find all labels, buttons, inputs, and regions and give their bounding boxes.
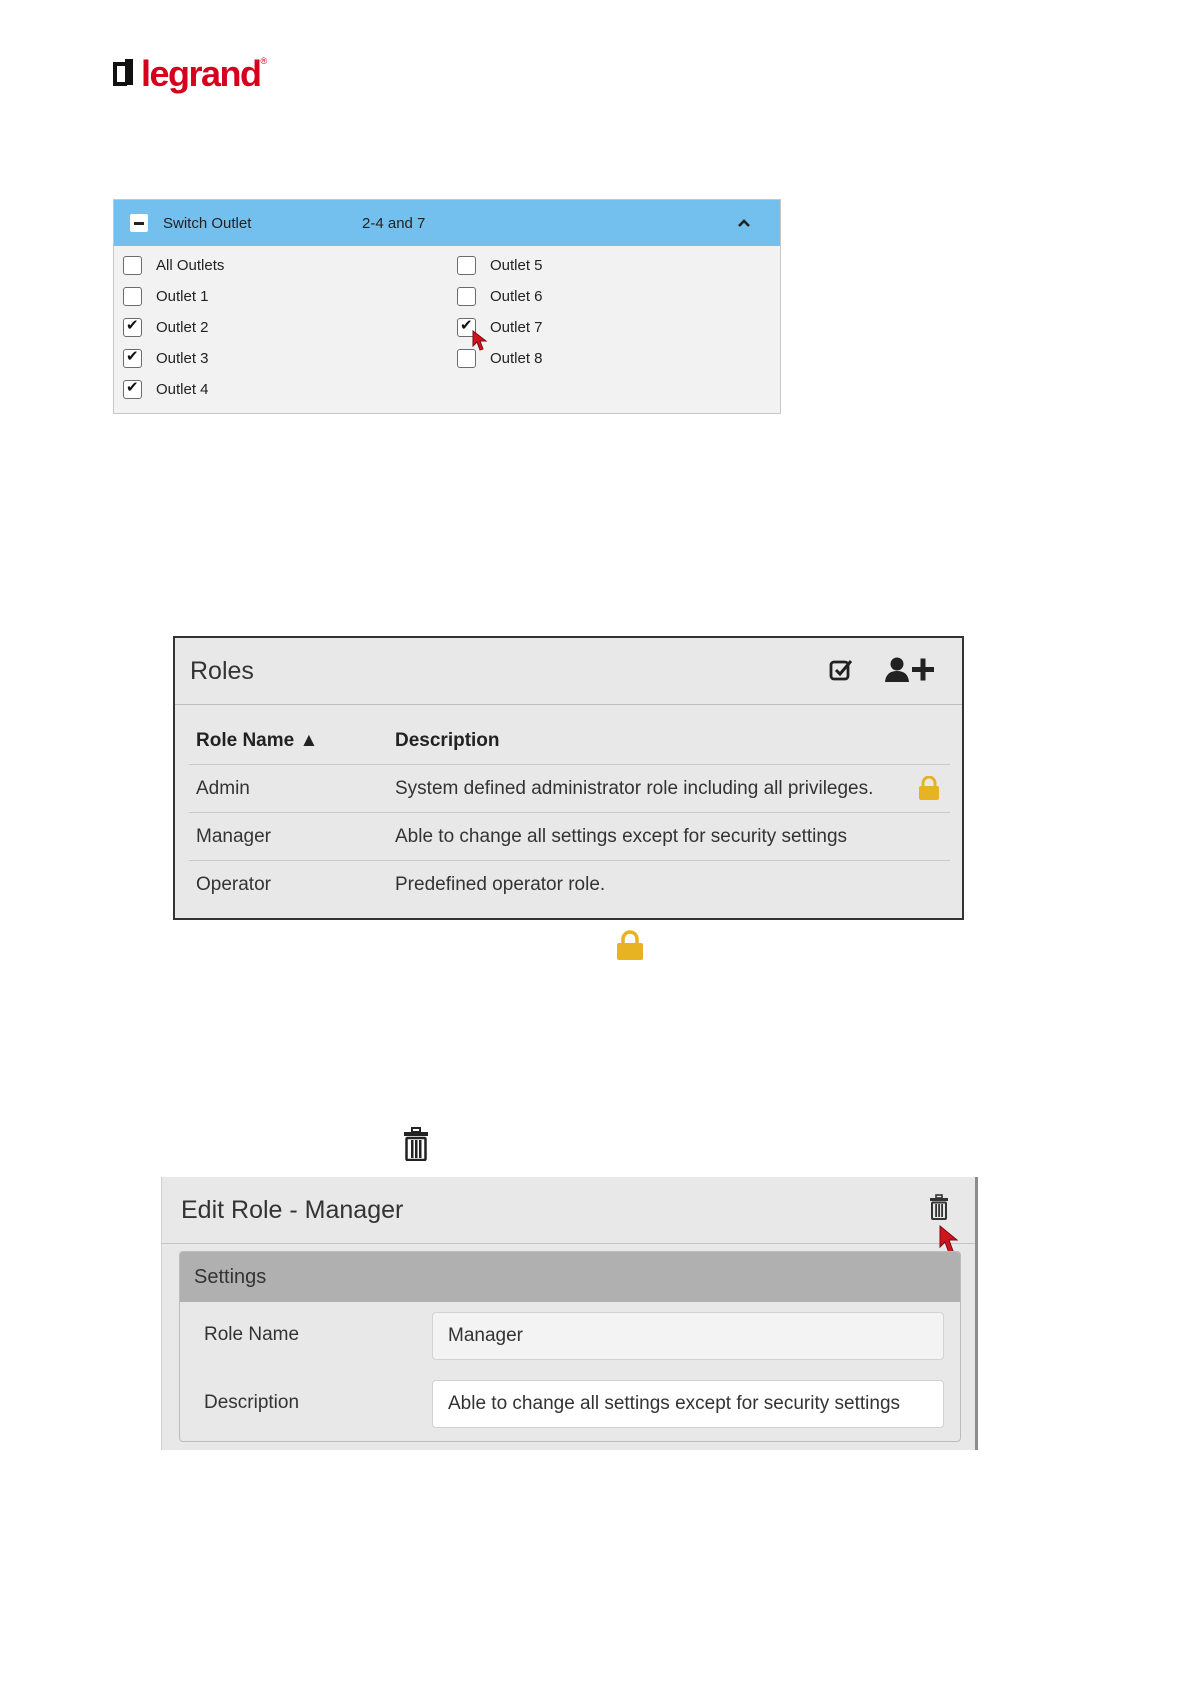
outlet-option-2[interactable] bbox=[123, 318, 209, 337]
table-row[interactable] bbox=[189, 861, 950, 908]
outlet-option-7[interactable] bbox=[457, 318, 543, 337]
checkbox-outlet-6[interactable] bbox=[457, 287, 476, 306]
column-header-description[interactable]: Description bbox=[395, 730, 500, 751]
outlet-label: Outlet 6 bbox=[490, 288, 543, 305]
roles-table bbox=[189, 718, 950, 908]
role-name-cell: Admin bbox=[196, 777, 250, 799]
outlet-option-8[interactable] bbox=[457, 349, 543, 368]
role-description-cell: System defined administrator role including all privileges. bbox=[395, 777, 874, 799]
outlet-label: Outlet 5 bbox=[490, 257, 543, 274]
outlet-label: Outlet 2 bbox=[156, 319, 209, 336]
switch-outlet-title: Switch Outlet bbox=[163, 214, 252, 232]
outlet-option-all[interactable] bbox=[123, 256, 224, 275]
role-name-row bbox=[180, 1302, 960, 1370]
outlet-label: Outlet 3 bbox=[156, 350, 209, 367]
description-input[interactable]: Able to change all settings except for security settings bbox=[432, 1380, 944, 1428]
add-role-icon[interactable] bbox=[884, 656, 938, 684]
role-name-label: Role Name bbox=[204, 1324, 300, 1345]
checkbox-outlet-5[interactable] bbox=[457, 256, 476, 275]
outlet-option-1[interactable] bbox=[123, 287, 209, 306]
description-label: Description bbox=[204, 1392, 300, 1413]
checkbox-outlet-3[interactable] bbox=[123, 349, 142, 368]
outlet-option-4[interactable] bbox=[123, 380, 209, 399]
role-description-cell: Able to change all settings except for security settings bbox=[395, 825, 848, 847]
chevron-up-icon[interactable] bbox=[736, 215, 752, 231]
switch-outlet-summary: 2-4 and 7 bbox=[362, 214, 426, 232]
settings-section-header: Settings bbox=[180, 1252, 960, 1302]
edit-role-title: Edit Role - Manager bbox=[181, 1195, 404, 1224]
collapse-minus-icon[interactable] bbox=[130, 214, 148, 232]
switch-outlet-header[interactable] bbox=[114, 200, 780, 246]
settings-section bbox=[179, 1251, 961, 1442]
table-header-row bbox=[189, 718, 950, 765]
trash-icon bbox=[403, 1127, 429, 1161]
role-name-input[interactable]: Manager bbox=[432, 1312, 944, 1360]
outlet-label: Outlet 1 bbox=[156, 288, 209, 305]
role-name-cell: Manager bbox=[196, 825, 271, 847]
mouse-cursor-icon bbox=[472, 330, 488, 352]
legrand-logo bbox=[113, 52, 267, 96]
outlet-label: Outlet 7 bbox=[490, 319, 543, 336]
outlet-label: Outlet 4 bbox=[156, 381, 209, 398]
delete-trash-icon[interactable] bbox=[929, 1194, 949, 1220]
outlet-option-3[interactable] bbox=[123, 349, 209, 368]
table-row[interactable] bbox=[189, 765, 950, 813]
roles-actions bbox=[828, 656, 938, 684]
checkbox-all-outlets[interactable] bbox=[123, 256, 142, 275]
edit-role-header bbox=[162, 1177, 975, 1244]
legrand-mark-icon bbox=[113, 59, 135, 89]
outlet-label: Outlet 8 bbox=[490, 350, 543, 367]
select-multiple-icon[interactable] bbox=[828, 657, 854, 683]
switch-outlet-panel bbox=[113, 199, 781, 414]
role-name-cell: Operator bbox=[196, 873, 271, 895]
outlet-option-5[interactable] bbox=[457, 256, 543, 275]
description-row bbox=[180, 1370, 960, 1438]
logo-text: legrand bbox=[141, 53, 261, 94]
roles-title: Roles bbox=[190, 656, 254, 685]
edit-role-panel bbox=[161, 1177, 978, 1450]
checkbox-outlet-2[interactable] bbox=[123, 318, 142, 337]
table-row[interactable] bbox=[189, 813, 950, 861]
role-description-cell: Predefined operator role. bbox=[395, 873, 606, 895]
checkbox-outlet-1[interactable] bbox=[123, 287, 142, 306]
lock-icon bbox=[616, 930, 644, 960]
checkbox-outlet-4[interactable] bbox=[123, 380, 142, 399]
roles-header bbox=[175, 638, 962, 705]
column-header-role-name[interactable]: Role Name ▲ bbox=[196, 730, 319, 751]
outlet-option-6[interactable] bbox=[457, 287, 543, 306]
outlet-label: All Outlets bbox=[156, 257, 225, 274]
logo-registered-mark: ® bbox=[260, 56, 268, 66]
lock-icon bbox=[918, 776, 940, 800]
roles-panel bbox=[173, 636, 964, 920]
